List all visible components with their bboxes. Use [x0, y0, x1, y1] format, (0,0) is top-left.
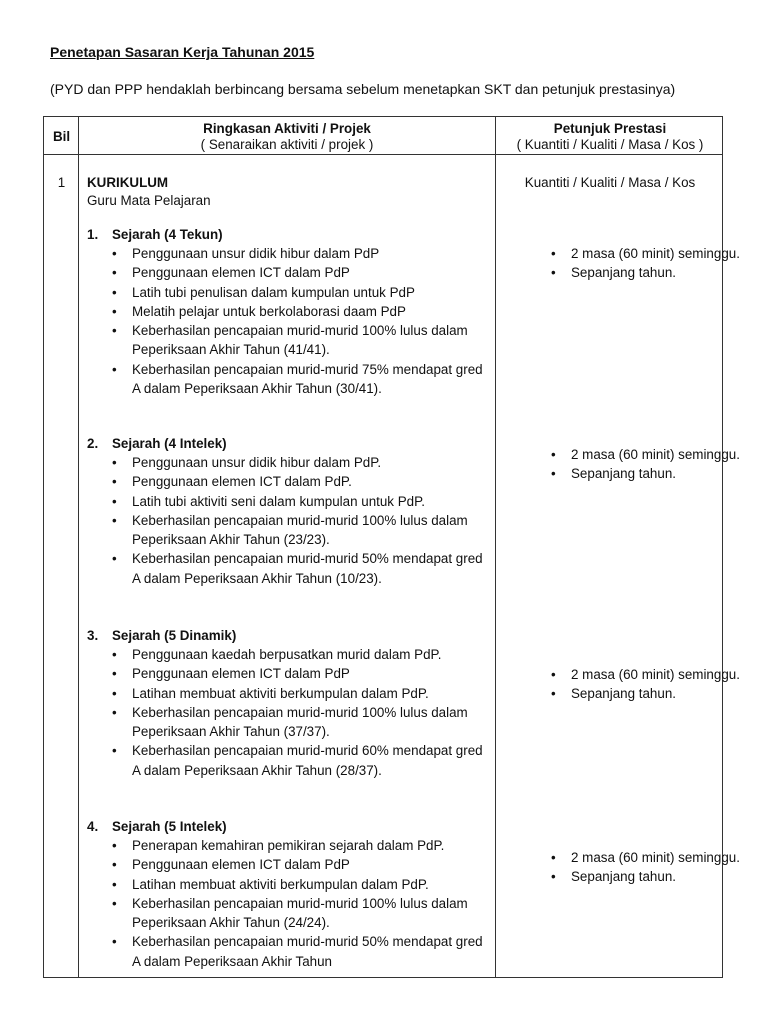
skt-table [43, 116, 740, 978]
activity-item: • Penerapan kemahiran pemikiran sejarah dalam PdP. [132, 836, 492, 855]
header-prestasi-title: Petunjuk Prestasi [553, 121, 667, 136]
header-aktiviti-subtitle: ( Senaraikan aktiviti / projek ) [200, 137, 374, 152]
category-role: Guru Mata Pelajaran [87, 193, 211, 208]
header-prestasi-subtitle: ( Kuantiti / Kualiti / Masa / Kos ) [516, 137, 704, 152]
target-item: • 2 masa (60 minit) seminggu. [571, 848, 761, 867]
activity-section [87, 434, 492, 588]
activity-item: • Penggunaan unsur didik hibur dalam PdP [132, 244, 492, 263]
target-item: • Sepanjang tahun. [571, 464, 761, 483]
header-prestasi [496, 121, 724, 153]
activity-item: • Penggunaan elemen ICT dalam PdP [132, 855, 492, 874]
target-item: • 2 masa (60 minit) seminggu. [571, 665, 761, 684]
target-list [526, 848, 761, 887]
header-aktiviti-title: Ringkasan Aktiviti / Projek [203, 121, 371, 136]
target-list [526, 665, 761, 704]
category-title: KURIKULUM [87, 175, 169, 190]
activity-item: • Keberhasilan pencapaian murid-murid 100% lulus dalam Peperiksaan Akhir Tahun (23/23). [132, 511, 492, 550]
activity-section [87, 225, 492, 398]
section-title [87, 626, 492, 645]
activity-list [87, 453, 492, 588]
section-number: 2. [87, 436, 99, 451]
activity-item: • Keberhasilan pencapaian murid-murid 50% mendapat gred A dalam Peperiksaan Akhir Tahun [132, 932, 492, 971]
activity-item: • Penggunaan elemen ICT dalam PdP [132, 263, 492, 282]
header-divider [44, 154, 722, 155]
section-number: 3. [87, 628, 99, 643]
row-number: 1 [57, 175, 66, 190]
category-block [87, 174, 211, 210]
header-bil: Bil [52, 129, 71, 144]
target-item: • Sepanjang tahun. [571, 684, 761, 703]
document-note: (PYD dan PPP hendaklah berbincang bersama sebelum menetapkan SKT dan petunjuk prestasinya) [50, 81, 676, 97]
header-aktiviti [79, 121, 495, 153]
target-list [526, 244, 761, 283]
column-divider [78, 117, 79, 977]
activity-item: • Keberhasilan pencapaian murid-murid 60% mendapat gred A dalam Peperiksaan Akhir Tahun (28/37). [132, 741, 492, 780]
activity-list [87, 836, 492, 971]
activity-item: • Penggunaan elemen ICT dalam PdP [132, 664, 492, 683]
section-name: Sejarah (5 Dinamik) [112, 628, 237, 643]
prestasi-heading: Kuantiti / Kualiti / Masa / Kos [524, 175, 696, 190]
column-divider [495, 117, 496, 977]
activity-item: • Keberhasilan pencapaian murid-murid 100% lulus dalam Peperiksaan Akhir Tahun (37/37). [132, 703, 492, 742]
activity-item: • Penggunaan kaedah berpusatkan murid dalam PdP. [132, 645, 492, 664]
target-list [526, 445, 761, 484]
activity-item: • Keberhasilan pencapaian murid-murid 50% mendapat gred A dalam Peperiksaan Akhir Tahun (10/23). [132, 549, 492, 588]
activity-item: • Keberhasilan pencapaian murid-murid 75% mendapat gred A dalam Peperiksaan Akhir Tahun (30/41). [132, 360, 492, 399]
activity-item: • Melatih pelajar untuk berkolaborasi daam PdP [132, 302, 492, 321]
section-number: 4. [87, 819, 99, 834]
section-name: Sejarah (4 Tekun) [112, 227, 223, 242]
activity-item: • Latihan membuat aktiviti berkumpulan dalam PdP. [132, 875, 492, 894]
activity-section [87, 817, 492, 971]
activity-item: • Penggunaan elemen ICT dalam PdP. [132, 472, 492, 491]
activity-item: • Keberhasilan pencapaian murid-murid 100% lulus dalam Peperiksaan Akhir Tahun (41/41). [132, 321, 492, 360]
section-name: Sejarah (5 Intelek) [112, 819, 227, 834]
section-title [87, 817, 492, 836]
target-item: • 2 masa (60 minit) seminggu. [571, 244, 761, 263]
document-title: Penetapan Sasaran Kerja Tahunan 2015 [50, 44, 315, 60]
target-item: • Sepanjang tahun. [571, 263, 761, 282]
activity-section [87, 626, 492, 780]
section-title [87, 225, 492, 244]
target-item: • Sepanjang tahun. [571, 867, 761, 886]
activity-list [87, 244, 492, 398]
activity-item: • Latih tubi penulisan dalam kumpulan untuk PdP [132, 283, 492, 302]
activity-item: • Penggunaan unsur didik hibur dalam PdP. [132, 453, 492, 472]
section-title [87, 434, 492, 453]
activity-list [87, 645, 492, 780]
activity-item: • Latih tubi aktiviti seni dalam kumpulan untuk PdP. [132, 492, 492, 511]
activity-item: • Keberhasilan pencapaian murid-murid 100% lulus dalam Peperiksaan Akhir Tahun (24/24). [132, 894, 492, 933]
section-number: 1. [87, 227, 99, 242]
section-name: Sejarah (4 Intelek) [112, 436, 227, 451]
activity-item: • Latihan membuat aktiviti berkumpulan dalam PdP. [132, 684, 492, 703]
target-item: • 2 masa (60 minit) seminggu. [571, 445, 761, 464]
